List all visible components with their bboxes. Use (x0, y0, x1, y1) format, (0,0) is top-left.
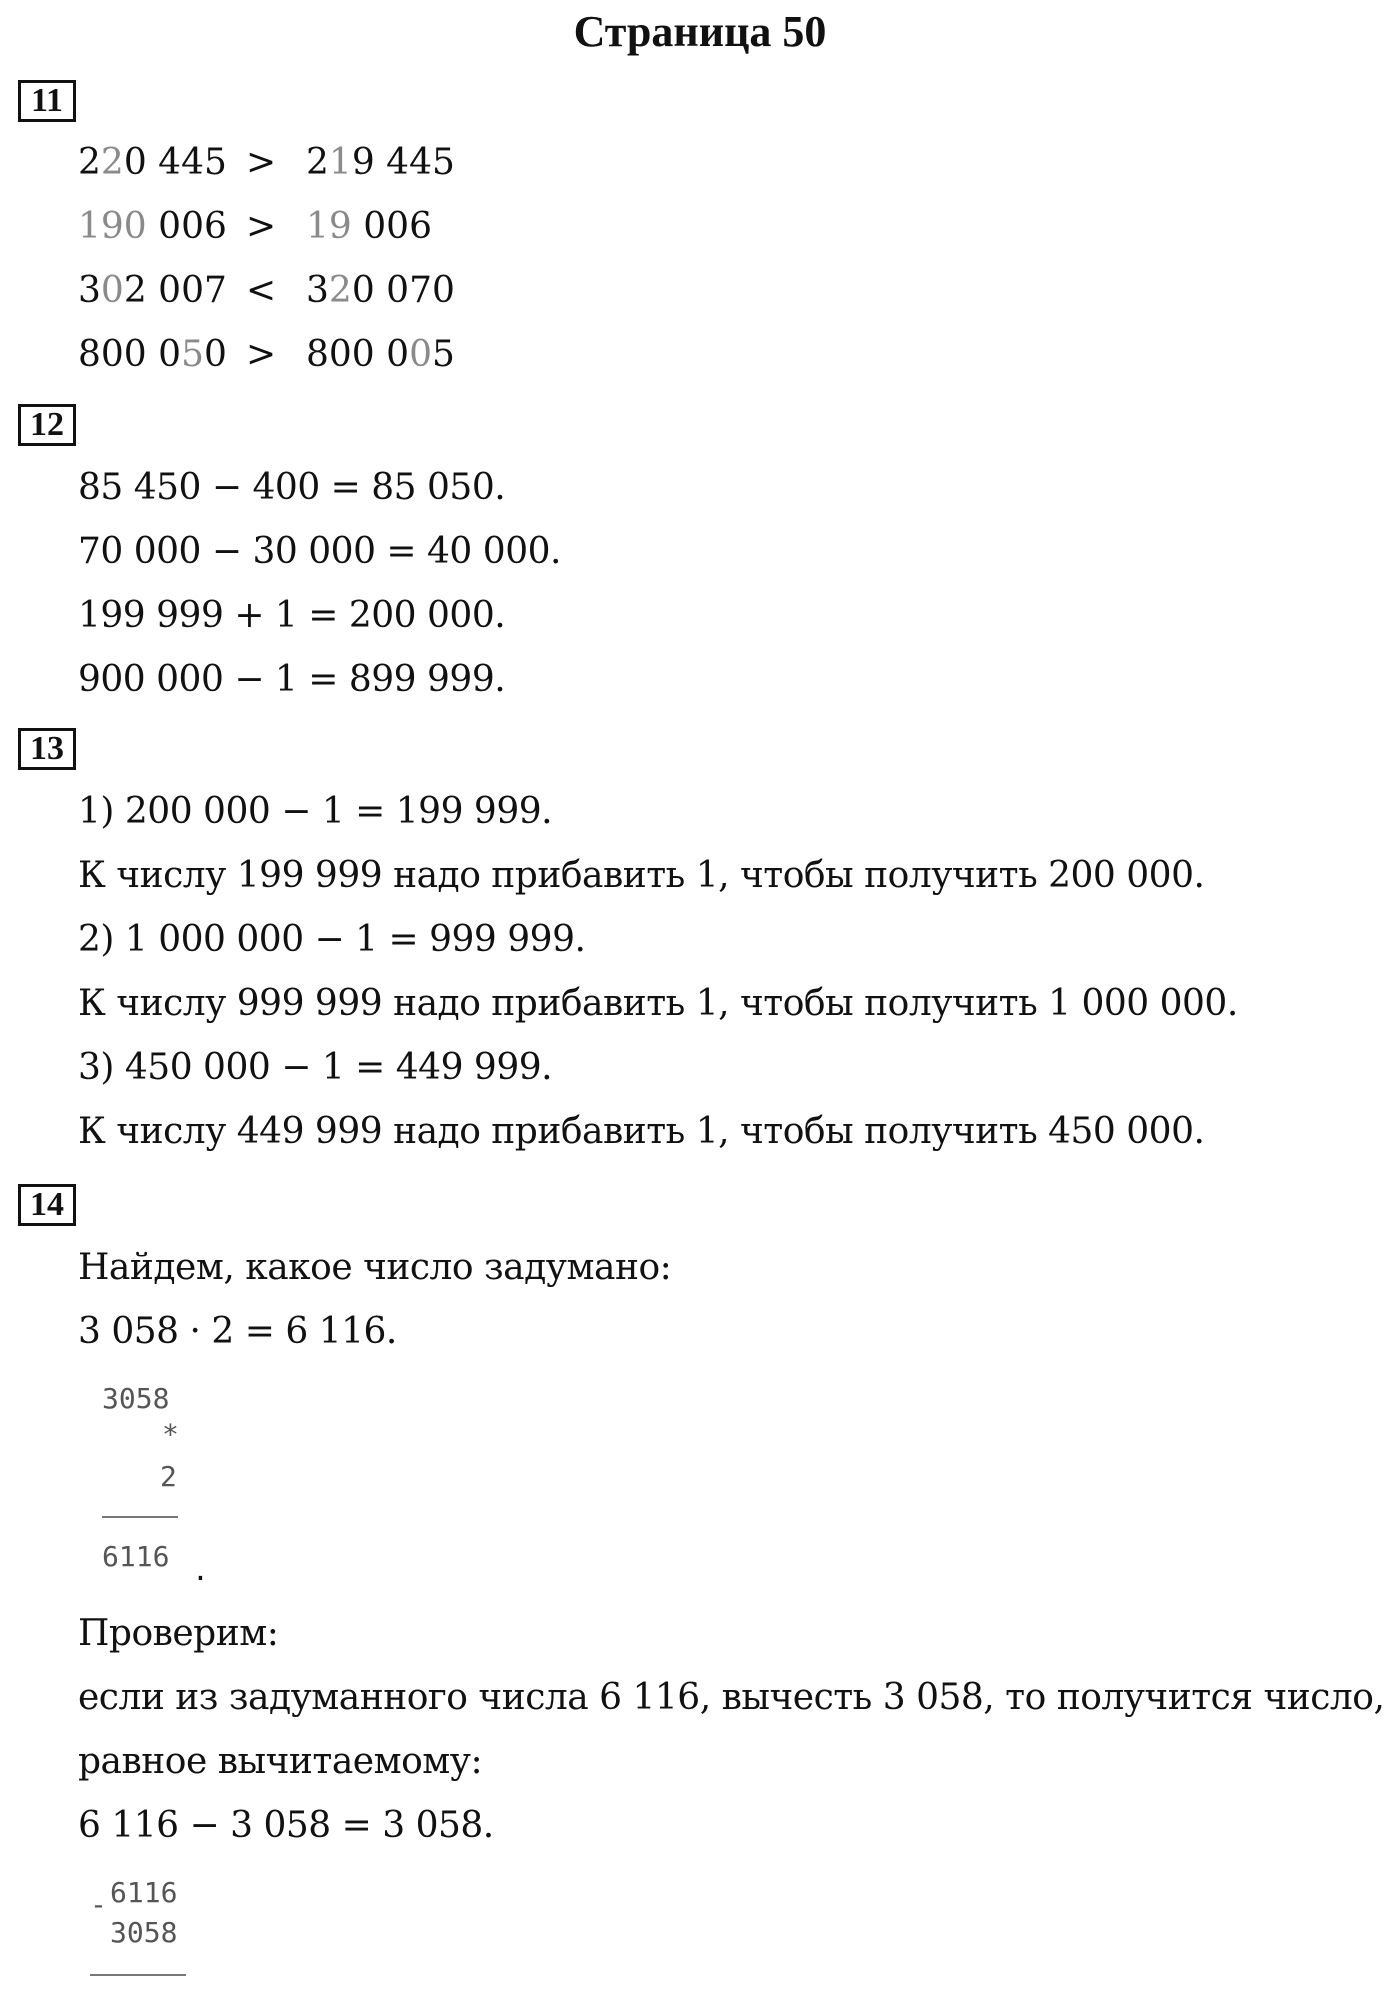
equation-line: 6 116 − 3 058 = 3 058. (78, 1805, 494, 1846)
highlighted-digit: 2 (100, 142, 124, 183)
number-part: 800 0 (78, 334, 182, 375)
mult-factor: 2 (160, 1460, 177, 1493)
number-part: 2 (78, 142, 101, 183)
highlighted-digit: 5 (181, 334, 204, 375)
number-part: 3 (78, 270, 101, 311)
task-number-12: 12 (18, 404, 76, 446)
answer-line: К числу 199 999 надо прибавить 1, чтобы получить 200 000. (78, 855, 1205, 896)
sub-operator: - (90, 1888, 107, 1921)
sub-subtrahend: 3058 (110, 1916, 178, 1949)
number-part: 0 (203, 334, 227, 375)
equation-line: 199 999 + 1 = 200 000. (78, 595, 506, 636)
comparison-right-number (306, 142, 455, 183)
equation-line: 3 058 · 2 = 6 116. (78, 1311, 397, 1352)
task-number-14: 14 (18, 1184, 76, 1226)
number-part: 800 0 (306, 334, 410, 375)
comparison-sign: > (246, 206, 277, 247)
number-part: 0 445 (123, 142, 227, 183)
number-part: 006 (146, 206, 227, 247)
mult-operator: * (162, 1418, 179, 1451)
comparison-sign: < (246, 270, 277, 311)
comparison-left-number (78, 270, 227, 311)
comparison-left-number (78, 206, 227, 247)
equation-line: 900 000 − 1 = 899 999. (78, 659, 506, 700)
sub-line (90, 1974, 186, 1976)
mult-period: . (192, 1554, 209, 1587)
sub-minuend: 6116 (110, 1876, 178, 1909)
comparison-right-number (306, 206, 432, 247)
highlighted-digit: 19 (306, 206, 352, 247)
number-part: 9 445 (351, 142, 455, 183)
highlighted-digit: 1 (328, 142, 352, 183)
comparison-right-number (306, 334, 455, 375)
highlighted-digit: 0 (409, 334, 432, 375)
number-part: 3 (306, 270, 329, 311)
check-label: Проверим: (78, 1613, 279, 1654)
highlighted-digit: 190 (78, 206, 147, 247)
number-part: 006 (351, 206, 432, 247)
mult-line (102, 1516, 178, 1518)
equation-line: 85 450 − 400 = 85 050. (78, 467, 506, 508)
task-number-13: 13 (18, 728, 76, 770)
page-title: Страница 50 (573, 7, 827, 56)
comparison-left-number (78, 142, 227, 183)
comparison-sign: > (246, 334, 277, 375)
number-part: 2 007 (123, 270, 227, 311)
task-number-11: 11 (18, 80, 76, 122)
answer-line: К числу 449 999 надо прибавить 1, чтобы получить 450 000. (78, 1111, 1205, 1152)
highlighted-digit: 2 (328, 270, 352, 311)
mult-top: 3058 (102, 1382, 170, 1415)
comparison-right-number (306, 270, 455, 311)
intro-text: Найдем, какое число задумано: (78, 1247, 672, 1288)
equation-line: 2) 1 000 000 − 1 = 999 999. (78, 919, 586, 960)
mult-result: 6116 (102, 1540, 170, 1573)
equation-line: 3) 450 000 − 1 = 449 999. (78, 1047, 553, 1088)
comparison-left-number (78, 334, 227, 375)
comparison-sign: > (246, 142, 277, 183)
highlighted-digit: 0 (100, 270, 124, 311)
answer-line: К числу 999 999 надо прибавить 1, чтобы получить 1 000 000. (78, 983, 1238, 1024)
check-text: равное вычитаемому: (78, 1741, 483, 1782)
number-part: 2 (306, 142, 329, 183)
equation-line: 70 000 − 30 000 = 40 000. (78, 531, 561, 572)
equation-line: 1) 200 000 − 1 = 199 999. (78, 791, 553, 832)
number-part: 5 (431, 334, 455, 375)
number-part: 0 070 (351, 270, 455, 311)
check-text: если из задуманного числа 6 116, вычесть 3 058, то получится число, (78, 1677, 1385, 1718)
